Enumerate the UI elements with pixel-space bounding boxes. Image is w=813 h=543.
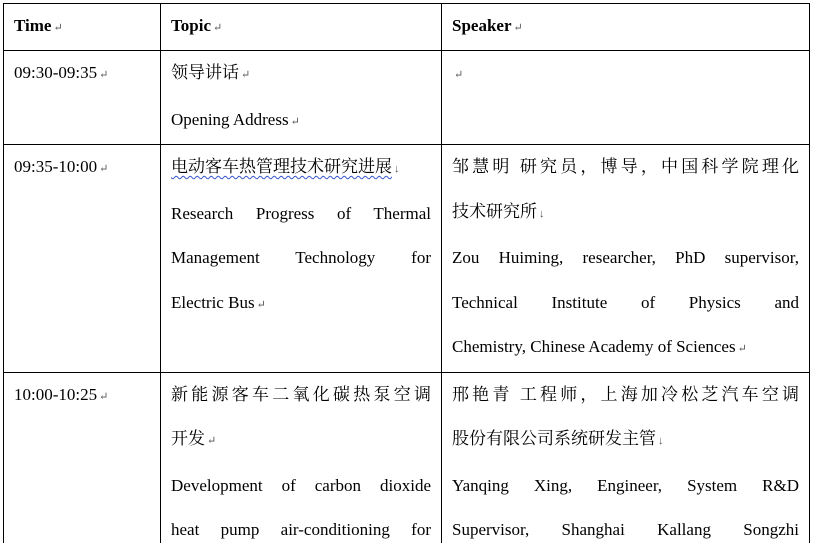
speaker-cell xyxy=(442,51,810,145)
speaker-line-zh: 邹慧明 研究员，博导，中国科学院理化 xyxy=(452,157,799,176)
speaker-line-zh: 邢艳青 工程师，上海加冷松芝汽车空调 xyxy=(452,384,799,404)
paragraph-mark: ↵ xyxy=(513,22,523,34)
agenda-table xyxy=(3,3,810,543)
topic-line-zh: 领导讲话 ↵ xyxy=(171,63,251,82)
paragraph-mark: ↵ xyxy=(99,390,109,403)
line-break-mark: ↓ xyxy=(394,163,400,175)
topic-line-zh: 开发 ↵ xyxy=(171,429,217,448)
header-time: Time ↵ xyxy=(4,4,161,51)
topic-line-zh: 新能源客车二氧化碳热泵空调 xyxy=(171,384,431,404)
header-topic: Topic ↵ xyxy=(161,4,442,51)
speaker-line-zh: 股份有限公司系统研发主管 ↓ xyxy=(452,429,664,448)
paragraph-mark: ↵ xyxy=(256,298,266,311)
paragraph-mark: ↵ xyxy=(53,22,63,34)
speaker-line-empty xyxy=(452,51,799,98)
speaker-line-en: Technical Institute of Physics and xyxy=(452,292,799,312)
speaker-line-zh: 技术研究所 ↓ xyxy=(452,201,545,221)
time-cell: 09:30-09:35 ↵ xyxy=(4,51,161,145)
header-speaker: Speaker ↵ xyxy=(442,4,810,51)
topic-line-en: heat pump air-conditioning for xyxy=(171,520,431,539)
table-header-row xyxy=(4,4,810,51)
speaker-cell xyxy=(442,372,810,543)
time-cell: 10:00-10:25 ↵ xyxy=(4,372,161,543)
table-row xyxy=(4,51,810,145)
speaker-line-en: Yanqing Xing, Engineer, System R&D xyxy=(452,475,799,495)
table-row xyxy=(4,145,810,373)
speaker-line-en: Zou Huiming, researcher, PhD supervisor, xyxy=(452,248,799,267)
paragraph-mark: ↵ xyxy=(99,163,109,175)
paragraph-mark: ↵ xyxy=(241,69,251,81)
topic-line-en: Development of carbon dioxide xyxy=(171,475,431,495)
line-break-mark: ↓ xyxy=(658,435,664,447)
speaker-line-en: Chemistry, Chinese Academy of Sciences ↵ xyxy=(452,337,747,356)
topic-line-en: Electric Bus ↵ xyxy=(171,292,266,312)
topic-cell xyxy=(161,51,442,145)
time-cell: 09:35-10:00 ↵ xyxy=(4,145,161,373)
line-break-mark: ↓ xyxy=(539,207,545,220)
topic-line-en: Management Technology for xyxy=(171,248,431,267)
paragraph-mark: ↵ xyxy=(737,343,747,355)
paragraph-mark: ↵ xyxy=(207,435,217,447)
table-row xyxy=(4,372,810,543)
paragraph-mark: ↵ xyxy=(454,69,464,81)
topic-cell xyxy=(161,145,442,373)
paragraph-mark: ↵ xyxy=(290,115,300,128)
paragraph-mark: ↵ xyxy=(213,22,223,34)
topic-line-en: Research Progress of Thermal xyxy=(171,203,431,223)
topic-cell xyxy=(161,372,442,543)
topic-line-en: Opening Address ↵ xyxy=(171,109,300,129)
paragraph-mark: ↵ xyxy=(99,69,109,81)
speaker-line-en: Supervisor, Shanghai Kallang Songzhi xyxy=(452,520,799,539)
topic-line-zh: 电动客车热管理技术研究进展 ↓ xyxy=(171,157,400,176)
speaker-cell xyxy=(442,145,810,373)
